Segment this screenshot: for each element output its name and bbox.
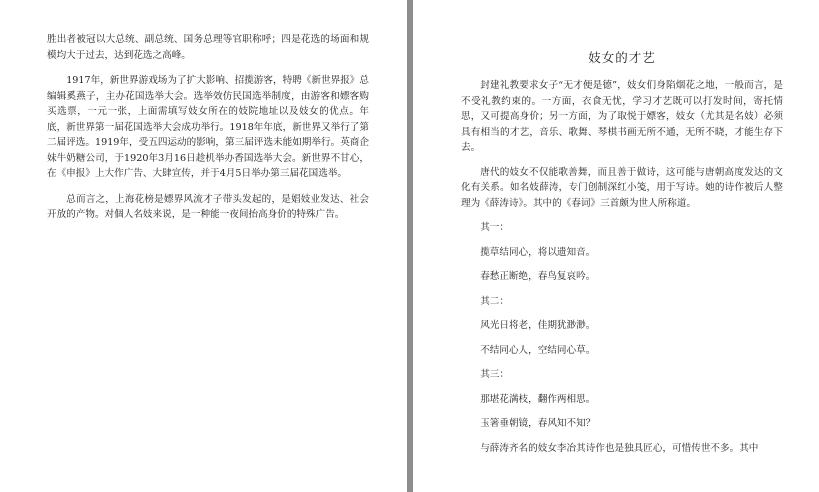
chapter-title: 妓女的才艺 [588,50,656,65]
poem-line: 风光日将老，佳期犹渺渺。 [480,320,596,331]
right-page [413,0,819,492]
poem-line: 春愁正断绝，春鸟复哀吟。 [480,271,596,282]
paragraph: 1917年，新世界游戏场为了扩大影响、招揽游客，特聘《新世界报》总编辑奚燕子，主办花国选举大会。选举效仿民国选举制度，由游客和嫖客购买选票，一元一张，上面需填写妓女所在的妓院地址以及妓女的优点。年底，新世界第一届花国选举大会成功举行。1918年年底，新世界又举行了第二届评选。1919年，受五四运动的影响，第三届评选未能如期举行。英商企妹牛奶糖公司，于1920年3月16日趁机举办香国选举大会。新世界不甘心，在《申报》上大作广告、大肆宣传，并于4月5日举办第三届花国选举。 [47,75,369,179]
paragraph: 与薛涛齐名的妓女李冶其诗作也是独具匠心，可惜传世不多。其中 [480,442,759,454]
left-page [0,0,407,492]
poem-line: 不结同心人，空结同心草。 [480,344,596,356]
poem-line: 玉箸垂朝镜，春风知不知？ [480,418,596,429]
paragraph: 唐代的妓女不仅能歌善舞，而且善于做诗，这可能与唐朝高度发达的文化有关系。如名妓薛涛，专门创制深红小笺，用于写诗。她的诗作被后人整理为《薛涛诗》。其中的《春词》三首颇为世人所称道。 [461,166,783,209]
poem-heading: 其三： [480,369,509,380]
poem-line: 那堪花满枝，翻作两相思。 [480,393,596,405]
paragraph: 总而言之，上海花榜是嫖界风流才子带头发起的，是娼妓业发达、社会开放的产物。对個人名妓来说，是一种能一夜间抬高身价的特殊广告。 [47,193,369,220]
poem-heading: 其二： [480,295,509,307]
paragraph: 胜出者被冠以大总统、副总统、国务总理等官职称呼；四是花选的场面和规模均大于过去，达到花选之高峰。 [47,34,369,61]
poem-heading: 其一： [480,222,509,233]
paragraph: 封建礼教要求女子“无才便是德”，妓女们身陷烟花之地，一般而言，是不受礼教约束的。一方面，衣食无忧，学习才艺既可以打发时间，寄托情思，又可提高身价；另一方面，为了取悦于嫖客，妓女（尤其是名妓）必须具有相当的才艺，音乐、歌舞、琴棋书画无所不通，无所不晓，才能生存下去。 [461,80,783,153]
poem-line: 揽草结同心，将以遗知音。 [480,246,596,258]
